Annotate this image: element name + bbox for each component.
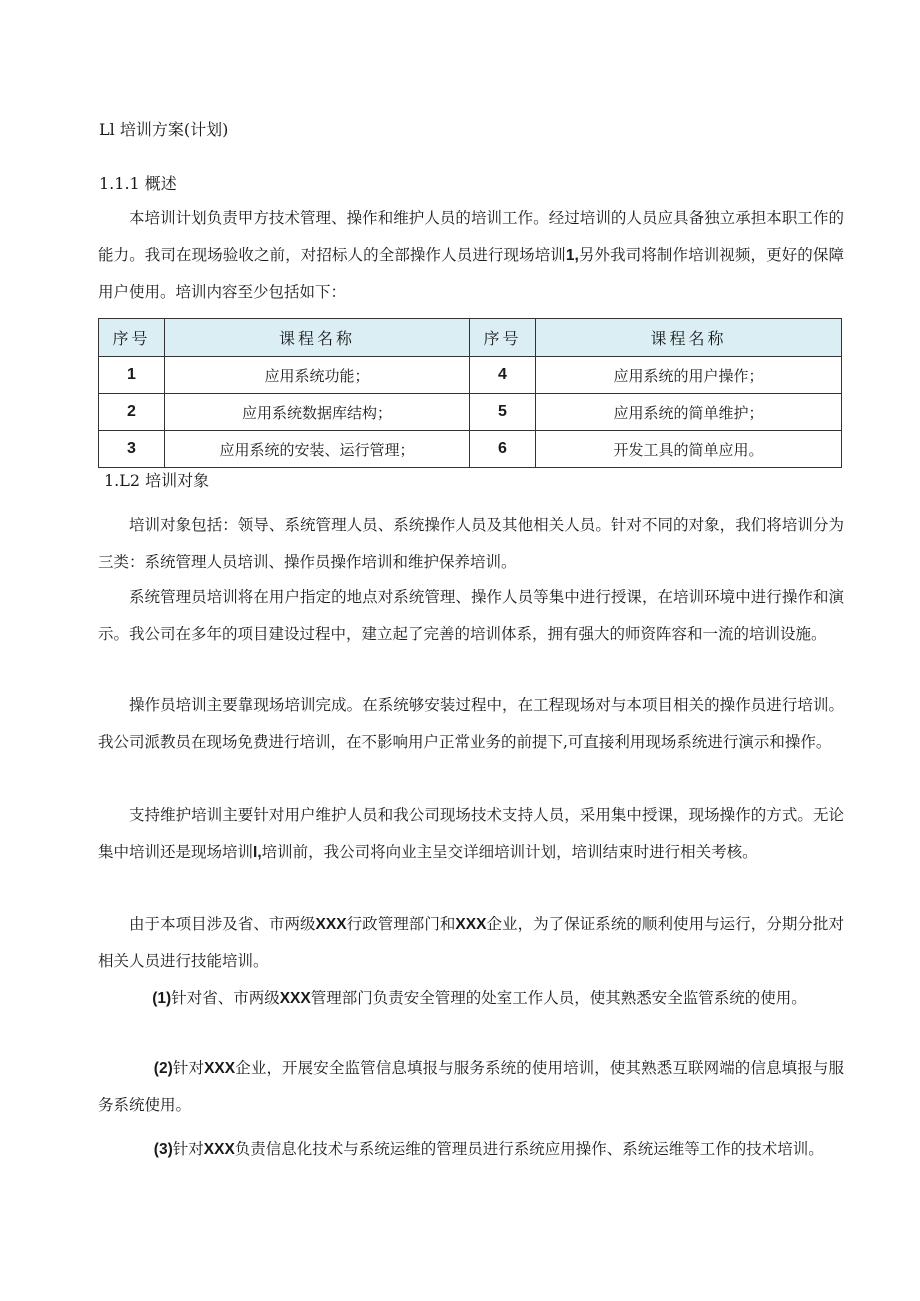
paragraph-operator-training: 操作员培训主要靠现场培训完成。在系统够安装过程中，在工程现场对与本项目相关的操作员进行培训。我公司派教员在现场免费进行培训，在不影响用户正常业务的前提下,可直接利用现场系统进行演示和操作。 bbox=[98, 696, 844, 751]
list-item-1 bbox=[98, 980, 844, 1017]
section-title: Ll 培训方案(计划) bbox=[99, 120, 229, 139]
table-row bbox=[99, 431, 842, 468]
maintenance-text-b: 培训前，我公司将向业主呈交详细培训计划，培训结束时进行相关考核。 bbox=[261, 843, 758, 861]
cell-index: 2 bbox=[99, 394, 165, 431]
cell-course: 应用系统的用户操作； bbox=[536, 357, 842, 394]
maintenance-text-a: 支持维护培训主要针对用户维护人员和我公司现场技术支持人员，采用集中授课，现场操作的方式。无论集中培训还是现场培训 bbox=[98, 806, 844, 861]
cell-index: 4 bbox=[470, 357, 536, 394]
list-item-bold: XXX bbox=[203, 1141, 235, 1158]
list-item-bold: XXX bbox=[204, 1060, 236, 1077]
header-course-1: 课程名称 bbox=[165, 319, 470, 357]
list-item-bold: XXX bbox=[279, 990, 311, 1007]
list-item-text-b: 负责信息化技术与系统运维的管理员进行系统应用操作、系统运维等工作的技术培训。 bbox=[234, 1140, 824, 1158]
overview-heading: 1.1.1 概述 bbox=[99, 174, 177, 193]
scope-bold-2: XXX bbox=[455, 916, 487, 933]
table-row bbox=[99, 394, 842, 431]
scope-text-a: 由于本项目涉及省、市两级 bbox=[129, 915, 316, 933]
list-item-text-a: 针对省、市两级 bbox=[171, 989, 280, 1007]
course-table bbox=[98, 318, 842, 468]
list-item-number: (1) bbox=[152, 990, 172, 1007]
header-course-2: 课程名称 bbox=[536, 319, 842, 357]
paragraph-admin-training: 系统管理员培训将在用户指定的地点对系统管理、操作人员等集中进行授课，在培训环境中进行操作和演示。我公司在多年的项目建设过程中，建立起了完善的培训体系，拥有强大的师资阵容和一流的培训设施。 bbox=[98, 588, 844, 643]
cell-index: 3 bbox=[99, 431, 165, 468]
cell-index: 5 bbox=[470, 394, 536, 431]
table-row bbox=[99, 357, 842, 394]
header-index-1: 序号 bbox=[99, 319, 165, 357]
list-item-text-b: 管理部门负责安全管理的处室工作人员，使其熟悉安全监管系统的使用。 bbox=[310, 989, 807, 1007]
list-item-2 bbox=[98, 1050, 844, 1124]
scope-text-c: 企业，为了保证系统的顺利使用与运行，分期分批对相关人员进行技能培训。 bbox=[98, 915, 844, 970]
cell-course: 开发工具的简单应用。 bbox=[536, 431, 842, 468]
cell-index: 1 bbox=[99, 357, 165, 394]
list-item-number: (2) bbox=[153, 1060, 173, 1077]
list-item-text-b: 企业，开展安全监管信息填报与服务系统的使用培训，使其熟悉互联网端的信息填报与服务系统使用。 bbox=[98, 1059, 844, 1114]
cell-course: 应用系统数据库结构； bbox=[165, 394, 470, 431]
cell-course: 应用系统的简单维护； bbox=[536, 394, 842, 431]
header-index-2: 序号 bbox=[470, 319, 536, 357]
list-item-text-a: 针对 bbox=[172, 1140, 204, 1158]
scope-bold-1: XXX bbox=[315, 916, 347, 933]
paragraph-maintenance-training bbox=[98, 797, 844, 871]
scope-text-b: 行政管理部门和 bbox=[346, 915, 456, 933]
overview-text-b: 另外我司将制作培训视频，更好的保障用户使用。培训内容至少包括如下： bbox=[98, 246, 844, 301]
list-item-3 bbox=[98, 1131, 844, 1168]
paragraph-objects: 培训对象包括：领导、系统管理人员、系统操作人员及其他相关人员。针对不同的对象，我们将培训分为三类：系统管理人员培训、操作员操作培训和维护保养培训。 bbox=[98, 516, 844, 571]
list-item-number: (3) bbox=[153, 1141, 173, 1158]
cell-index: 6 bbox=[470, 431, 536, 468]
overview-text-a: 本培训计划负责甲方技术管理、操作和维护人员的培训工作。经过培训的人员应具备独立承担本职工作的能力。我司在现场验收之前，对招标人的全部操作人员进行现场培训 bbox=[98, 209, 844, 264]
overview-bold-1: 1, bbox=[565, 247, 579, 264]
table-header-row bbox=[99, 319, 842, 357]
cell-course: 应用系统的安装、运行管理； bbox=[165, 431, 470, 468]
list-item-text-a: 针对 bbox=[172, 1059, 205, 1077]
paragraph-scope bbox=[98, 906, 844, 980]
maintenance-bold: I, bbox=[253, 844, 262, 861]
overview-paragraph bbox=[98, 200, 844, 311]
cell-course: 应用系统功能； bbox=[165, 357, 470, 394]
training-objects-heading: 1.L2 培训对象 bbox=[104, 471, 210, 490]
